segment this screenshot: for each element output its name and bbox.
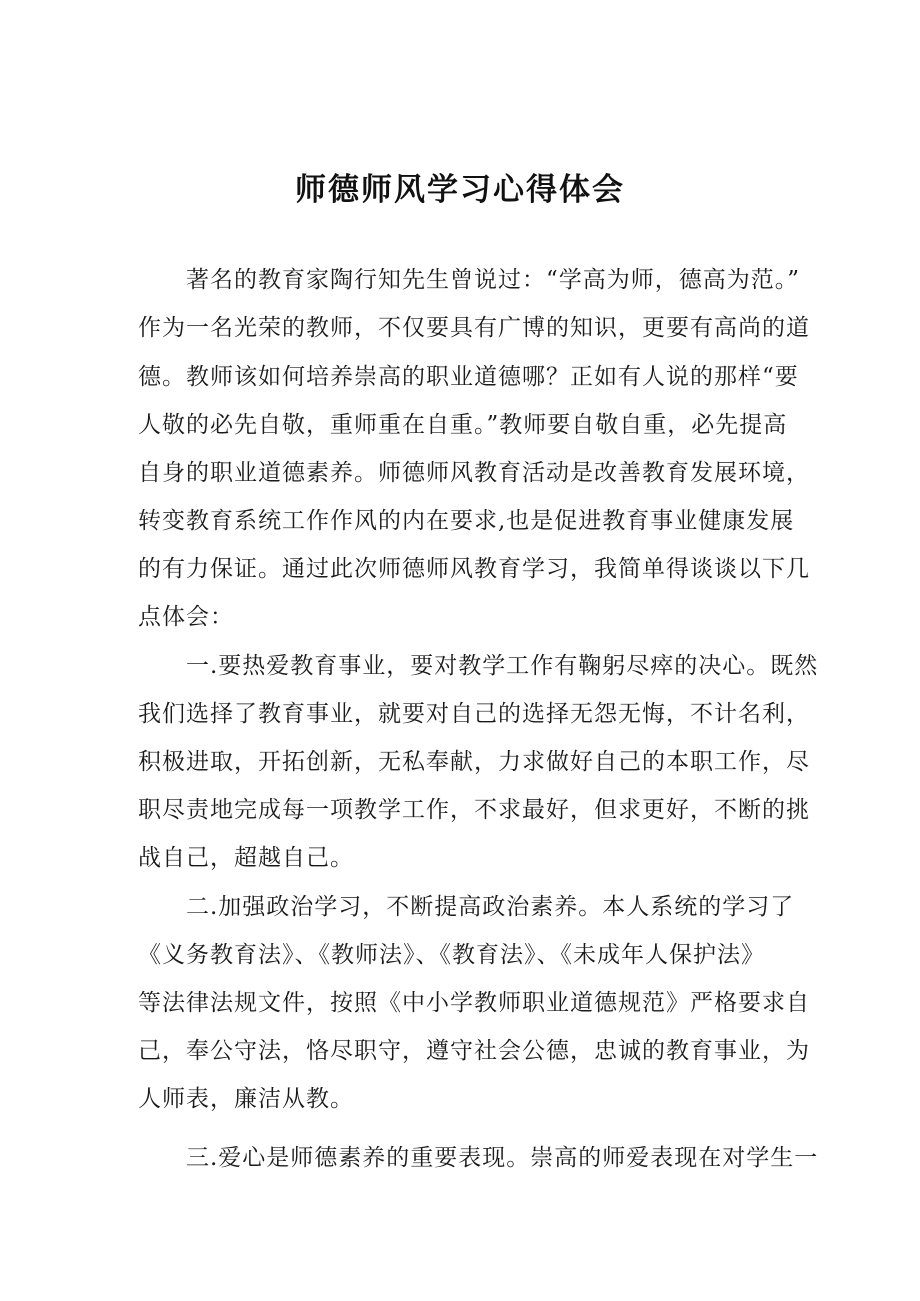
paragraph-line: 作为一名光荣的教师，不仅要具有广博的知识，更要有高尚的道 xyxy=(138,315,810,341)
paragraph-line: 三.爱心是师德素养的重要表现。崇高的师爱表现在对学生一 xyxy=(186,1145,819,1171)
document-title: 师德师风学习心得体会 xyxy=(295,172,625,208)
paragraph-line: 人师表，廉洁从教。 xyxy=(138,1086,354,1112)
paragraph-line: 著名的教育家陶行知先生曾说过：“学高为师，德高为范。” xyxy=(186,267,801,293)
paragraph-line: 战自己，超越自己。 xyxy=(138,845,354,871)
paragraph-line: 自身的职业道德素养。师德师风教育活动是改善教育发展环境， xyxy=(138,460,810,486)
paragraph-line: 我们选择了教育事业，就要对自己的选择无怨无悔，不计名利， xyxy=(138,701,810,727)
paragraph-line: 德。教师该如何培养崇高的职业道德哪？正如有人说的那样“要 xyxy=(138,364,799,390)
paragraph-line: 点体会： xyxy=(138,604,234,630)
paragraph-line: 己，奉公守法，恪尽职守，遵守社会公德，忠诚的教育事业，为 xyxy=(138,1038,810,1064)
paragraph-line: 等法律法规文件，按照《中小学教师职业道德规范》严格要求自 xyxy=(138,990,810,1016)
paragraph-line: 职尽责地完成每一项教学工作，不求最好，但求更好，不断的挑 xyxy=(138,797,810,823)
paragraph-line: 《义务教育法》、《教师法》、《教育法》、《未成年人保护法》 xyxy=(138,942,765,968)
paragraph-line: 的有力保证。通过此次师德师风教育学习，我简单得谈谈以下几 xyxy=(138,556,810,582)
paragraph-line: 转变教育系统工作作风的内在要求,也是促进教育事业健康发展 xyxy=(138,508,795,534)
paragraph-line: 二.加强政治学习，不断提高政治素养。本人系统的学习了 xyxy=(186,894,795,920)
paragraph-line: 积极进取，开拓创新，无私奉献，力求做好自己的本职工作，尽 xyxy=(138,749,810,775)
paragraph-line: 人敬的必先自敬，重师重在自重。”教师要自敬自重，必先提高 xyxy=(138,412,788,438)
paragraph-line: 一.要热爱教育事业，要对教学工作有鞠躬尽瘁的决心。既然 xyxy=(186,653,819,679)
